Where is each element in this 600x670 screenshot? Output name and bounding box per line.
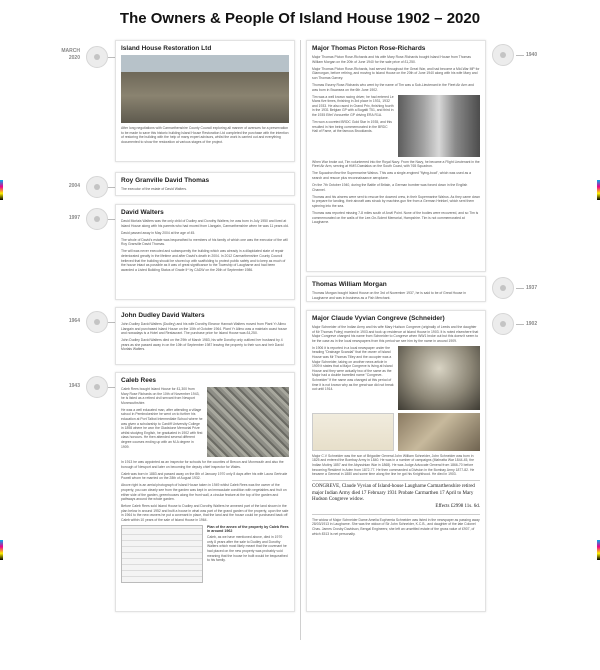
card-david-walters xyxy=(115,204,295,300)
timeline-tick xyxy=(516,55,524,56)
card-text: The will was never executed and subsequently the building which was already in a dilapidated state of repair deteriorated greatly in the lifetime and after David's death in 2004. In 2012 Carmarthenshire County Council believed that the building should be shored up with scaffolding to protect public safety and to keep as much of the house intact as possible as it was of great significance to the Township of Laugharne and had been awarded a Listed Building Status of Grade II* by CADW on the 26th of September 1986. xyxy=(121,249,286,272)
date-label-2004: 2004 xyxy=(68,183,80,189)
card-john-dudley-walters xyxy=(115,307,295,365)
card-text: Caleb was born in 1883 and passed away on the 8th of January 1970 only 8 days after his wife Laura Gertrude Powell whom he married on the 28th of August 1932. xyxy=(121,471,288,481)
probate-effects: Effects £2998 11s. 6d. xyxy=(435,504,480,510)
date-label-march-2020: MARCH 2020 xyxy=(61,48,80,61)
card-heading: Major Claude Vyvian Congreve (Schneider) xyxy=(312,315,445,322)
card-text: The widow of Major Schneider Dame Amelia Euphemia Schneider was listed in the newspaper as passing away 28/03/1913 in Laugharne. She was the widow of Sir John Schneider, K.C.B., and daughter of the late Colonel Chas. James Crosby Davidson, Bengal Engineers; she left an unsettled estate of the gross value of £907, of which £513 is net personalty. xyxy=(312,517,480,536)
card-text: Above right is an aerial photograph of Island House taken in 1949 whilst Caleb Rees was the owner of the property, you can clearly see from the garden was kept in an immaculate condition with vegetables and fruit on either side of the garden, greenhouses along the front wall, a circular feature at the top of the garden and pathways around the whole garden. xyxy=(121,483,287,502)
card-text: Thomas Morgan bought Island House on the 3rd of November 1937, he is said to be of Great House in Laugharne and was in business as a Fish Merchant. xyxy=(312,291,466,300)
card-text: In 1913 he was appointed as an inspector for schools for the counties of Brecon and Monmouth and also the borough of Newport and later on becoming the deputy chief inspector for Wales. xyxy=(121,460,284,469)
card-text: Major C.V Schneider was the son of Brigadier General John William Schneider, John Schneider was born in 1825 and entered the Bombay Army in 1840. He was in a number of campaigns (Mahratta War 1844-45, the Indian Mutiny 1857 and the Abyssinian War in 1868). He was Judge Advocate General from 1866-70 before becoming Resident in Aden from 1872-77. He then commanded a Division in the Bombay Army 1877-82. He became a General in 1880 and some time along the line he got his Knighthood. He died in 1903. xyxy=(312,453,475,477)
date-label-1902: 1902 xyxy=(526,321,538,327)
card-text: The whole of David's estate was bequeathed to members of his family of which one was the executor of the will Roy Granville David Thomas. xyxy=(121,237,288,247)
timeline-dot-1940 xyxy=(492,44,514,66)
timeline-dot-2004 xyxy=(86,176,108,198)
timeline-tick xyxy=(516,288,524,289)
card-text: Caleb Rees bought Island House for £1,300 from Mary Rose Richards on the 10th of November 1943, he is listed as a retired civil servant from Newport Monmouthshire. xyxy=(121,387,200,405)
timeline-dot-1943 xyxy=(86,376,108,398)
card-text: Tim won a coveted BRDC Gold Star in 1935, and this resulted in him being commemorated in the BRDC Hall of Fame, at the famous Brooklands. xyxy=(312,120,392,134)
card-heading: David Walters xyxy=(121,209,164,216)
card-text: When War broke out, Tim volunteered into the Royal Navy. From the Navy, he became a Flight Lieutenant in the Fleet Air Arm, serving at HMS Daedalus on the South Coast, with 765 Squadron. xyxy=(312,159,480,169)
timeline-tick xyxy=(516,324,524,325)
card-caleb-rees xyxy=(115,372,295,612)
card-heading: Caleb Rees xyxy=(121,377,157,384)
card-heading: Roy Granville David Thomas xyxy=(121,177,210,184)
card-heading: Thomas William Morgan xyxy=(312,281,387,288)
timeline-dot-2020 xyxy=(86,46,108,68)
annex-plan-image xyxy=(121,525,203,583)
newspaper-clipping-image xyxy=(312,413,394,451)
card-heading: John Dudley David Walters xyxy=(121,312,205,319)
timeline-dot-1964 xyxy=(86,311,108,333)
card-heading: Island House Restoration Ltd xyxy=(121,45,212,52)
probate-text: CONGREVE, Claude Vyvian of Island-house Laugharne Carmarthenshire retired major Indian Army died 17 February 1931 Probate Carmarthen 17 April to Mary Hudson Congreve widow. xyxy=(312,483,475,503)
timeline-dot-1902 xyxy=(492,313,514,335)
card-restoration xyxy=(115,40,295,162)
date-label-1937: 1937 xyxy=(526,285,538,291)
page-title: The Owners & People Of Island House 1902 – 2020 xyxy=(119,10,481,27)
date-label-1943: 1943 xyxy=(68,383,80,389)
card-text: Thomas Essery Rose-Richards who went by the name of Tim was a Sub-Lieutenant in the Fleet Air Arm and was born in Swansea on the 6th June 1902. xyxy=(312,82,474,92)
card-text: Thomas and his aircrew were sent to rescue the downed crew, in their Supermarine Walrus. As they came down to prepare for landing, their aircraft was struck by machine-gun fire from a German Heinkel, which sent them spinning into the sea. xyxy=(312,194,480,208)
date-label-1964: 1964 xyxy=(68,318,80,324)
portrait-photo xyxy=(398,346,480,410)
card-text: Thomas was reported missing 7-8 miles south of Anvil Point. None of the bodies were recovered, and so Tim is commemorated on the walls of the Lee-On-Solent Memorial, Hampshire. Tim is not commemorated at Laugharne. xyxy=(312,211,479,225)
card-text: John Dudley David Walters died on the 29th of March 1983, his wife Dorothy only outlived her husband by 4 years as she passed away in on the 10th of September 1987 leaving the property to their son and heir David Morlais Walters. xyxy=(121,338,284,352)
card-text: Major Schneider of the Indian Army and his wife Mary Hudson Congreve (originally of Leeds and the daughter of Mr Thomas Foley) married in 1903 and took up residence at Island House in 1903. It is noted elsewhere that Major Congreve changed his name from Schneider to Congreve when WW1 broke out but this doesn't seem to be the case as in the local newspapers from this period we see him by the name in around 1909. xyxy=(312,325,479,343)
card-text: In 1906 it is reported in a local newspaper under the heading "Drainage Scandal" that the owner of Island House was Mr Thomas Tilley and the occupier was a Major Schneider, taking on another news article in 1909 it states that a Major Congreve is living at Island House and they were actually two of the same as the Major had a double barrelled name "Congreve-Schneider" if the name was changed at this period of time it is not known why as the great war did not break out until 1914. xyxy=(312,345,394,392)
card-congreve-schneider xyxy=(306,310,486,612)
card-text: After long negotiations with Carmarthenshire County Council exploring all manner of avenues for a preservation to be made to save this historic building Island House Restoration Ltd completed the purchase with the intention of restoring the building with the help of many expert advisors, whilst the work is carried out and everything documented to show the restoration at various stages of the project. xyxy=(121,126,289,144)
print-registration-mark xyxy=(0,180,3,200)
card-roy-thomas xyxy=(115,172,295,196)
timeline-dot-1997 xyxy=(86,208,108,230)
island-house-photo xyxy=(121,55,289,123)
print-registration-mark xyxy=(0,540,3,560)
racing-car-photo xyxy=(398,95,480,157)
timeline-dot-1937 xyxy=(492,277,514,299)
plan-caption: Plan of the annex of the property by Caleb Rees in around 1962 xyxy=(207,525,289,534)
card-text: He was a well educated man, after attending a village school in Pembrokeshire he went on to further his education at Port Talbot Intermediate School where he was given a scholarship to Cardiff University College in 1898 where he won the Gladstone Memorial Prize whilst studying English, he graduated in 1902 with first class honours. He then attended several different degree courses ending up with an M.A degree in 1909. xyxy=(121,407,203,449)
card-text: The executor of the estate of David Walters. xyxy=(121,187,188,191)
card-text: Before Caleb Rees sold Island House to Dudley and Dorothy Walters he annexed part of the land shown in the plan below in around 1952 and built a house in what was part of the grand garden of the property, upon the sale in 1964 to the new owners he put a covenant in place, that the land and the house could be purchased back off Caleb within 10 years of the sale of Island House in 1964. xyxy=(121,504,289,523)
card-text: David passed away in May 2004 at the age of 45. xyxy=(121,230,196,235)
card-text: The Squadron flew the Supermarine Walrus. This was a single-engined "flying-boat", which was used as a search and rescue plus reconnaissance aeroplane. xyxy=(312,171,472,180)
aerial-photo xyxy=(207,387,289,457)
date-label-1997: 1997 xyxy=(68,215,80,221)
card-text: On the 7th October 1940, during the Battle of Britain, a German bomber was forced down in the English Channel. xyxy=(312,183,468,192)
card-text: Tim was a well known racing driver, he had entered Le Mans five times, finishing in 3rd place in 1931, 1932 and 1933. He also raced in Grand Prix, finishing fourth in the 1931 Belgian GP with a Bugatti T51, and third in the 1935 Eifel Vorcurette GP driving ERA R1A. xyxy=(312,94,394,118)
card-text: Caleb, as we have mentioned above, died in 1970 only 8 years after the sale to Dudley and Dorothy Walters which most likely meant that the covenant he had placed on the new property was probably void meaning that the house he built would be bequeathed to his family. xyxy=(207,535,288,563)
timeline-line xyxy=(300,40,301,640)
probate-clipping xyxy=(312,480,480,515)
card-thomas-morgan xyxy=(306,276,486,302)
card-text: Major Thomas Picton Rose-Richards and his wife Mary Rose-Richards bought Island House from Thomas William Morgan on the 20th of June 1940 for the sale price of £1,250. xyxy=(312,55,471,64)
card-heading: Major Thomas Picton Rose-Richards xyxy=(312,45,426,52)
card-picton-rose-richards xyxy=(306,40,486,272)
card-text: Major Thomas Picton Rose-Richards, had served throughout the Great War, and had become a Mid-War MP for Glamorgan, before retiring, and moving to Island House on the 20th of June 1940 along with his wife Mary and son Thomas Garvey. xyxy=(312,66,480,80)
card-text: John Dudley David Walters (Dudley) and his wife Dorothy Eleanor Hannah Walters moved from Plant Yr Allmo Llangain and purchased Island House on the 10th of October 1964. Plant Yr Allmo was a maintain coast house and nowadays is a Hotel and Restaurant. The purchase price for Island House was £4,250. xyxy=(121,322,287,336)
date-label-1940: 1940 xyxy=(526,52,538,58)
card-text: David Morlais Walters was the only child of Dudley and Dorothy Walters; he was born in July 1950 and lived at Island House along with his parents who had moved from Llangain, Carmarthenshire when he was 11 years old. xyxy=(121,219,289,228)
interior-photo xyxy=(398,413,480,451)
